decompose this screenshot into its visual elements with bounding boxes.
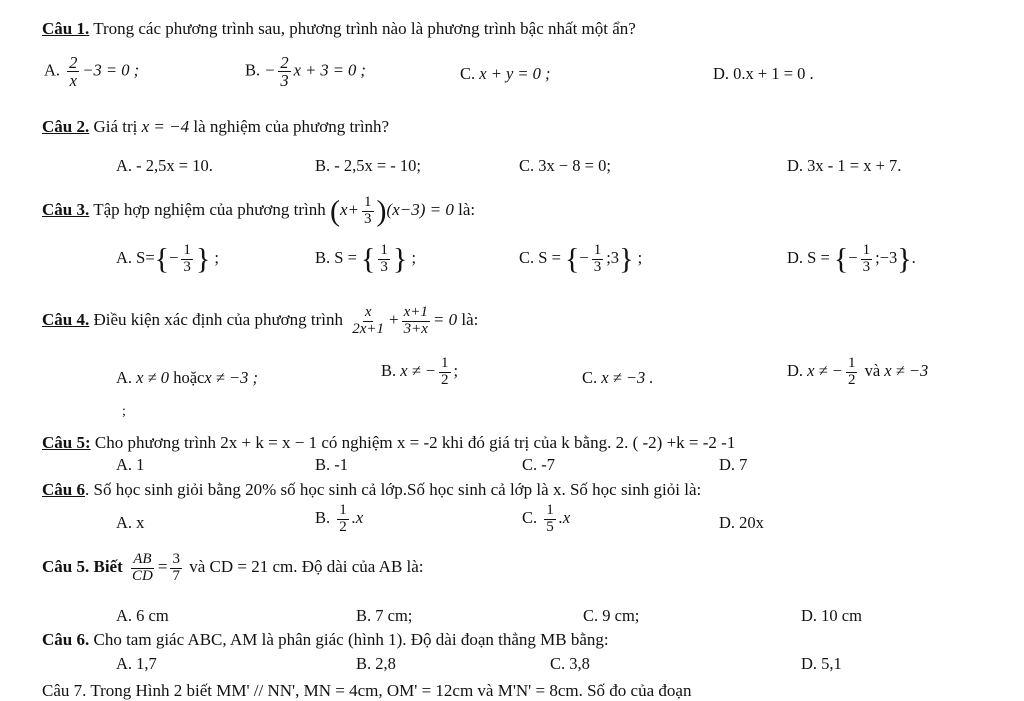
q1-b-fraction: $\frac{2}{3}$	[280, 53, 289, 91]
q2-text-post: là nghiệm của phương trình?	[193, 117, 390, 136]
q5b-eq: =	[157, 557, 168, 577]
q4-stray-mark: ;	[122, 404, 126, 419]
q2-option-c[interactable]: C. 3x − 8 = 0;	[519, 156, 611, 175]
q4-question	[42, 305, 478, 338]
q2-option-b[interactable]: B. - 2,5x = - 10;	[315, 156, 422, 175]
q3-eq-fraction: $\frac{1}{3}$	[364, 194, 372, 227]
q3-paren-close: )	[376, 194, 387, 228]
q6a-option-c[interactable]: C. $\frac{1}{5}$ .x	[522, 502, 571, 535]
q5b-question	[42, 552, 424, 585]
q1-c-letter: C.	[460, 64, 476, 83]
q1-text: Trong các phương trình sau, phương trình nào là phương trình bậc nhất một ẩn?	[93, 19, 636, 38]
q5b-option-c[interactable]: C. 9 cm;	[583, 606, 640, 625]
q4-label: Câu 4.	[42, 310, 90, 330]
q3-text-post: là:	[458, 200, 476, 220]
q2-label: Câu 2.	[42, 117, 90, 136]
q1-option-b[interactable]	[245, 54, 366, 90]
q5b-fraction-2: $\frac{3}{7}$	[172, 551, 180, 584]
q1-option-d[interactable]	[713, 64, 814, 84]
q2-math: x = −4	[141, 117, 190, 136]
q5a-option-c[interactable]: C. -7	[522, 455, 555, 474]
q6b-question	[42, 630, 609, 650]
q1-b-rest: x + 3 = 0 ;	[293, 60, 366, 80]
q5a-text: Cho phương trình 2x + k = x − 1 có nghiệm x = -2 khi đó giá trị của k bằng. 2. ( -2) +k = -2 -1	[94, 433, 736, 452]
q6a-text: . Số học sinh giỏi bằng 20% số học sinh cả lớp.Số học sinh cả lớp là x. Số học sinh giỏi là:	[84, 480, 702, 499]
q3-paren-open: (	[330, 194, 341, 228]
q3-option-b[interactable]: B. S = { $\frac{1}{3}$ } ;	[315, 242, 417, 276]
q4-fraction-1: $\frac{x}{2x+1}$	[352, 304, 385, 337]
q1-question	[42, 19, 636, 39]
q6b-option-c[interactable]: C. 3,8	[550, 654, 590, 673]
q1-d-text: 0.x + 1 = 0 .	[733, 64, 814, 83]
q1-a-rest: −3 = 0 ;	[82, 60, 140, 80]
q1-c-text: x + y = 0 ;	[479, 64, 551, 83]
q6a-option-a[interactable]: A. x	[116, 513, 145, 532]
q5b-text-pre: Biết	[93, 557, 123, 577]
q6b-option-a[interactable]: A. 1,7	[116, 654, 157, 673]
q4-option-c[interactable]: C. x ≠ −3 .	[582, 368, 654, 387]
q4-text: Điều kiện xác định của phương trình	[93, 310, 344, 330]
q2-option-a[interactable]: A. - 2,5x = 10.	[116, 156, 213, 175]
q1-b-letter: B.	[245, 60, 261, 80]
q3-eq-rest: (x−3) = 0	[386, 200, 454, 220]
q1-a-fraction: $\frac{2}{x}$	[69, 53, 78, 91]
q2-question	[42, 117, 389, 137]
q4-eq-rest: = 0	[432, 310, 458, 330]
q5a-question	[42, 433, 735, 453]
q4-option-b[interactable]: B. x ≠ − $\frac{1}{2}$ ;	[381, 355, 459, 388]
q2-option-d[interactable]: D. 3x - 1 = x + 7.	[787, 156, 902, 175]
q6b-label: Câu 6.	[42, 630, 90, 649]
q4-option-a[interactable]: A. x ≠ 0 hoặcx ≠ −3 ;	[116, 368, 258, 387]
q3-text: Tập hợp nghiệm của phương trình	[93, 200, 326, 220]
q5b-text-post: và CD = 21 cm. Độ dài của AB là:	[189, 557, 424, 577]
q1-d-letter: D.	[713, 64, 730, 83]
q1-label: Câu 1.	[42, 19, 90, 38]
q5a-label: Câu 5:	[42, 433, 91, 452]
q5b-fraction-1: $\frac{AB}{CD}$	[132, 551, 153, 584]
q4-text-post: là:	[461, 310, 479, 330]
q6b-option-b[interactable]: B. 2,8	[356, 654, 396, 673]
q6b-text: Cho tam giác ABC, AM là phân giác (hình 1). Độ dài đoạn thẳng MB bằng:	[93, 630, 609, 649]
q3-question	[42, 195, 475, 228]
q6a-option-b[interactable]: B. $\frac{1}{2}$ .x	[315, 502, 364, 535]
q3-option-c[interactable]: C. S = {− $\frac{1}{3}$ ;3} ;	[519, 242, 643, 276]
q6a-label: Câu 6	[42, 480, 85, 499]
q4-option-d[interactable]: D. x ≠ − $\frac{1}{2}$ và x ≠ −3	[787, 355, 929, 388]
q2-text-pre: Giá trị	[93, 117, 138, 136]
q5b-option-d[interactable]: D. 10 cm	[801, 606, 862, 625]
q1-option-c[interactable]	[460, 64, 551, 84]
q6a-question	[42, 480, 701, 500]
q4-plus: +	[389, 310, 399, 330]
q6b-option-d[interactable]: D. 5,1	[801, 654, 842, 673]
q4-fraction-2: $\frac{x+1}{3+x}$	[403, 304, 428, 337]
q5a-option-d[interactable]: D. 7	[719, 455, 748, 474]
q1-a-letter: A.	[44, 60, 61, 80]
q5b-option-b[interactable]: B. 7 cm;	[356, 606, 413, 625]
q5a-option-a[interactable]: A. 1	[116, 455, 145, 474]
q5b-option-a[interactable]: A. 6 cm	[116, 606, 169, 625]
q5a-option-b[interactable]: B. -1	[315, 455, 348, 474]
q3-option-d[interactable]: D. S = {− $\frac{1}{3}$ ;−3}.	[787, 242, 916, 276]
q7-question-cutoff: Câu 7. Trong Hình 2 biết MM' // NN', MN = 4cm, OM' = 12cm và M'N' = 8cm. Số đo của đoạn	[42, 681, 692, 700]
q1-option-a[interactable]	[44, 54, 139, 90]
q3-eq-x: x+	[340, 200, 360, 220]
q1-b-sign: −	[264, 60, 276, 80]
q3-label: Câu 3.	[42, 200, 90, 220]
q6a-option-d[interactable]: D. 20x	[719, 513, 764, 532]
q5b-label: Câu 5.	[42, 557, 90, 577]
q3-option-a[interactable]: A. S={− $\frac{1}{3}$ } ;	[116, 242, 219, 276]
